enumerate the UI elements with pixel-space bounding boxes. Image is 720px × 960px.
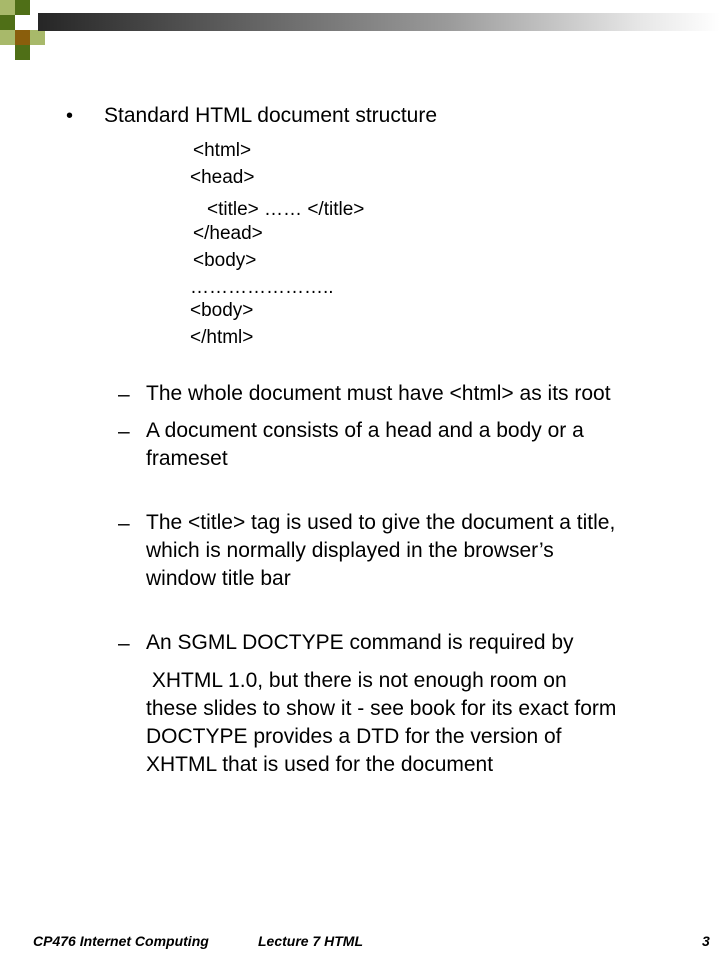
continuation-line: DOCTYPE provides a DTD for the version of: [146, 725, 562, 748]
deco-square: [15, 0, 30, 15]
continuation-line: these slides to show it - see book for its exact form: [146, 697, 617, 720]
sub-point: [146, 380, 706, 408]
continuation-paragraph: [146, 667, 706, 779]
sub-point-line: A document consists of a head and a body or a: [146, 419, 584, 442]
code-line: <body>: [190, 300, 254, 321]
deco-square: [15, 15, 30, 30]
deco-square: [0, 0, 15, 15]
code-line: <html>: [193, 140, 252, 161]
sub-point-line: frameset: [146, 447, 228, 470]
header-gradient-bar: [38, 13, 720, 31]
sub-point: [146, 629, 706, 657]
sub-point-line: The <title> tag is used to give the document a title,: [146, 511, 616, 534]
sub-point-line: window title bar: [146, 567, 291, 590]
continuation-line: XHTML 1.0, but there is not enough room on: [146, 669, 567, 692]
dash-marker: –: [118, 632, 130, 655]
continuation-line: XHTML that is used for the document: [146, 753, 494, 776]
footer-course: CP476 Internet Computing: [33, 933, 209, 949]
sub-point: [146, 509, 706, 593]
code-line: <title> …… </title>: [207, 199, 365, 220]
deco-square: [15, 45, 30, 60]
code-line: </html>: [190, 327, 254, 348]
deco-square: [15, 30, 30, 45]
code-line: </head>: [193, 223, 263, 244]
slide-heading: Standard HTML document structure: [104, 104, 438, 127]
footer-lecture: Lecture 7 HTML: [258, 933, 364, 949]
code-line: <body>: [193, 250, 257, 271]
bullet-icon: •: [66, 105, 74, 127]
sub-point-line: An SGML DOCTYPE command is required by: [146, 631, 574, 654]
deco-square: [30, 30, 45, 45]
deco-square: [0, 30, 15, 45]
sub-point-line: The whole document must have <html> as its root: [146, 382, 611, 405]
code-line: …………………..: [190, 277, 334, 298]
sub-point-line: which is normally displayed in the browser’s: [146, 539, 554, 562]
dash-marker: –: [118, 420, 130, 443]
code-line: <head>: [190, 167, 255, 188]
deco-square: [0, 15, 15, 30]
sub-point: [146, 417, 706, 473]
footer-page-number: 3: [702, 933, 710, 949]
dash-marker: –: [118, 512, 130, 535]
dash-marker: –: [118, 383, 130, 406]
